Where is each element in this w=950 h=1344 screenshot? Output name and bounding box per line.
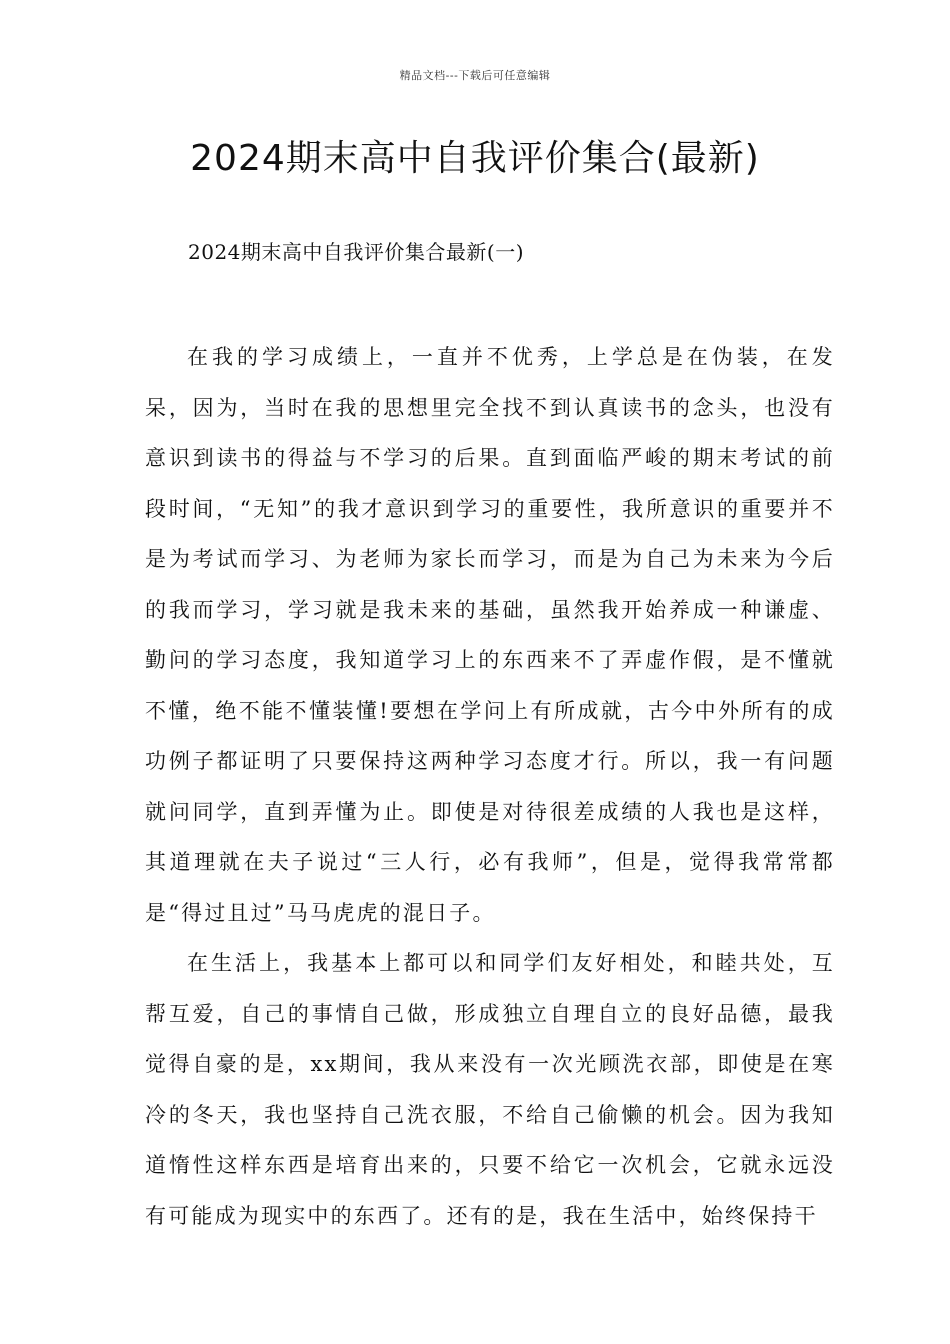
paragraph-life: 在生活上，我基本上都可以和同学们友好相处，和睦共处，互帮互爱，自己的事情自己做，形成独立自理自立的良好品德，最我觉得自豪的是，xx期间，我从来没有一次光顾洗衣部，即使是在寒冷的冬天，我也坚持自己洗衣服，不给自己偷懒的机会。因为我知道惰性这样东西是培育出来的，只要不给它一次机会，它就永远没有可能成为现实中的东西了。还有的是，我在生活中，始终保持干: [145, 951, 835, 1228]
document-title: 2024期末高中自我评价集合(最新): [190, 138, 760, 179]
header-note: 精品文档---下载后可任意编辑: [399, 69, 551, 82]
paragraph-study: 在我的学习成绩上，一直并不优秀，上学总是在伪装，在发呆，因为，当时在我的思想里完全找不到认真读书的念头，也没有意识到读书的得益与不学习的后果。直到面临严峻的期末考试的前段时间，“无知”的我才意识到学习的重要性，我所意识的重要并不是为考试而学习、为老师为家长而学习，而是为自己为未来为今后的我而学习，学习就是我未来的基础，虽然我开始养成一种谦虚、勤问的学习态度，我知道学习上的东西来不了弄虚作假，是不懂就不懂，绝不能不懂装懂!要想在学问上有所成就，古今中外所有的成功例子都证明了只要保持这两种学习态度才行。所以，我一有问题就问同学，直到弄懂为止。即使是对待很差成绩的人我也是这样，其道理就在夫子说过“三人行，必有我师”，但是，觉得我常常都是“得过且过”马马虎虎的混日子。: [145, 345, 835, 925]
section-subtitle: 2024期末高中自我评价集合最新(一): [188, 240, 525, 264]
document-body: [145, 332, 835, 1241]
